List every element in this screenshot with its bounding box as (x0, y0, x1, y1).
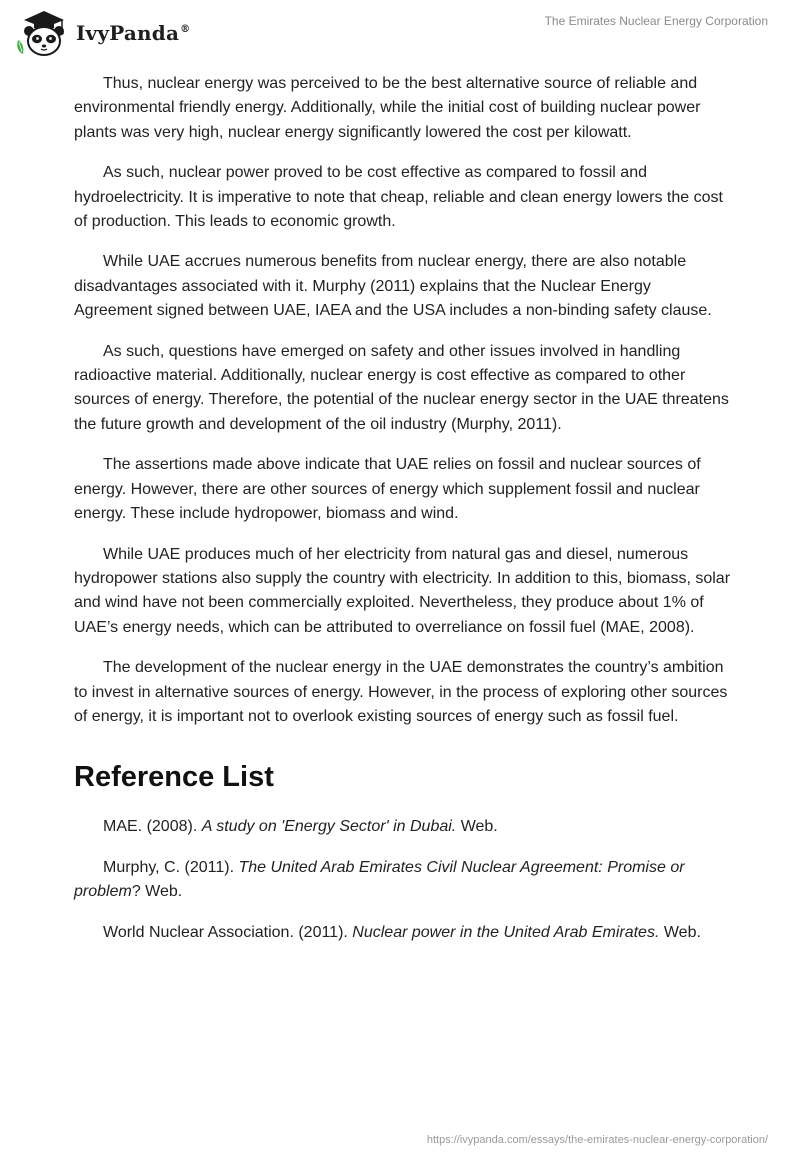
ivypanda-logo[interactable] (14, 8, 190, 58)
document-title: The Emirates Nuclear Energy Corporation (544, 14, 768, 28)
page-header (0, 0, 800, 60)
body-paragraph: The assertions made above indicate that UAE relies on fossil and nuclear sources of energy. However, there are other sources of energy which supplement fossil and nuclear energy. These include hydropower, biomass and wind. (74, 456, 701, 523)
reference-item: World Nuclear Association. (2011). Nuclear power in the United Arab Emirates. Web. (103, 923, 701, 941)
reference-list-heading: Reference List (74, 761, 274, 794)
body-paragraph: As such, nuclear power proved to be cost effective as compared to fossil and hydroelectricity. It is imperative to note that cheap, reliable and clean energy lowers the cost of production. This leads to economic growth. (74, 164, 723, 231)
reference-item: MAE. (2008). A study on 'Energy Sector' in Dubai. Web. (103, 818, 498, 836)
panda-graduate-icon (14, 8, 68, 58)
body-paragraph: The development of the nuclear energy in the UAE demonstrates the country’s ambition to invest in alternative sources of energy. However, in the process of exploring other sources of energy, it is important not to overlook existing sources of energy such as fossil fuel. (74, 659, 728, 725)
body-paragraph: While UAE produces much of her electricity from natural gas and diesel, numerous hydropower stations also supply the country with electricity. In addition to this, biomass, solar and wind have not been commercially exploited. Nevertheless, they produce about 1% of UAE’s energy needs, which can be attributed to overreliance on fossil fuel (MAE, 2008). (74, 545, 731, 636)
brand-name: IvyPanda® (76, 21, 191, 45)
essay-content (74, 72, 730, 961)
body-paragraph: While UAE accrues numerous benefits from nuclear energy, there are also notable disadvantages associated with it. Murphy (2011) explains that the Nuclear Energy Agreement signed between UAE, IAEA and the USA includes a non-binding safety clause. (74, 253, 712, 320)
body-paragraph: Thus, nuclear energy was perceived to be the best alternative source of reliable and environmental friendly energy. Additionally, while the initial cost of building nuclear power plants was very high, nuclear energy significantly lowered the cost per kilowatt. (74, 75, 701, 141)
body-paragraph: As such, questions have emerged on safety and other issues involved in handling radioactive material. Additionally, nuclear energy is cost effective as compared to other sources of energy. Therefore, the potential of the nuclear energy sector in the UAE threatens the future growth and development of the oil industry (Murphy, 2011). (74, 342, 729, 433)
source-url-link[interactable]: https://ivypanda.com/essays/the-emirates-nuclear-energy-corporation/ (426, 1134, 768, 1146)
reference-item: Murphy, C. (2011). The United Arab Emirates Civil Nuclear Agreement: Promise or problem? Web. (74, 858, 685, 901)
